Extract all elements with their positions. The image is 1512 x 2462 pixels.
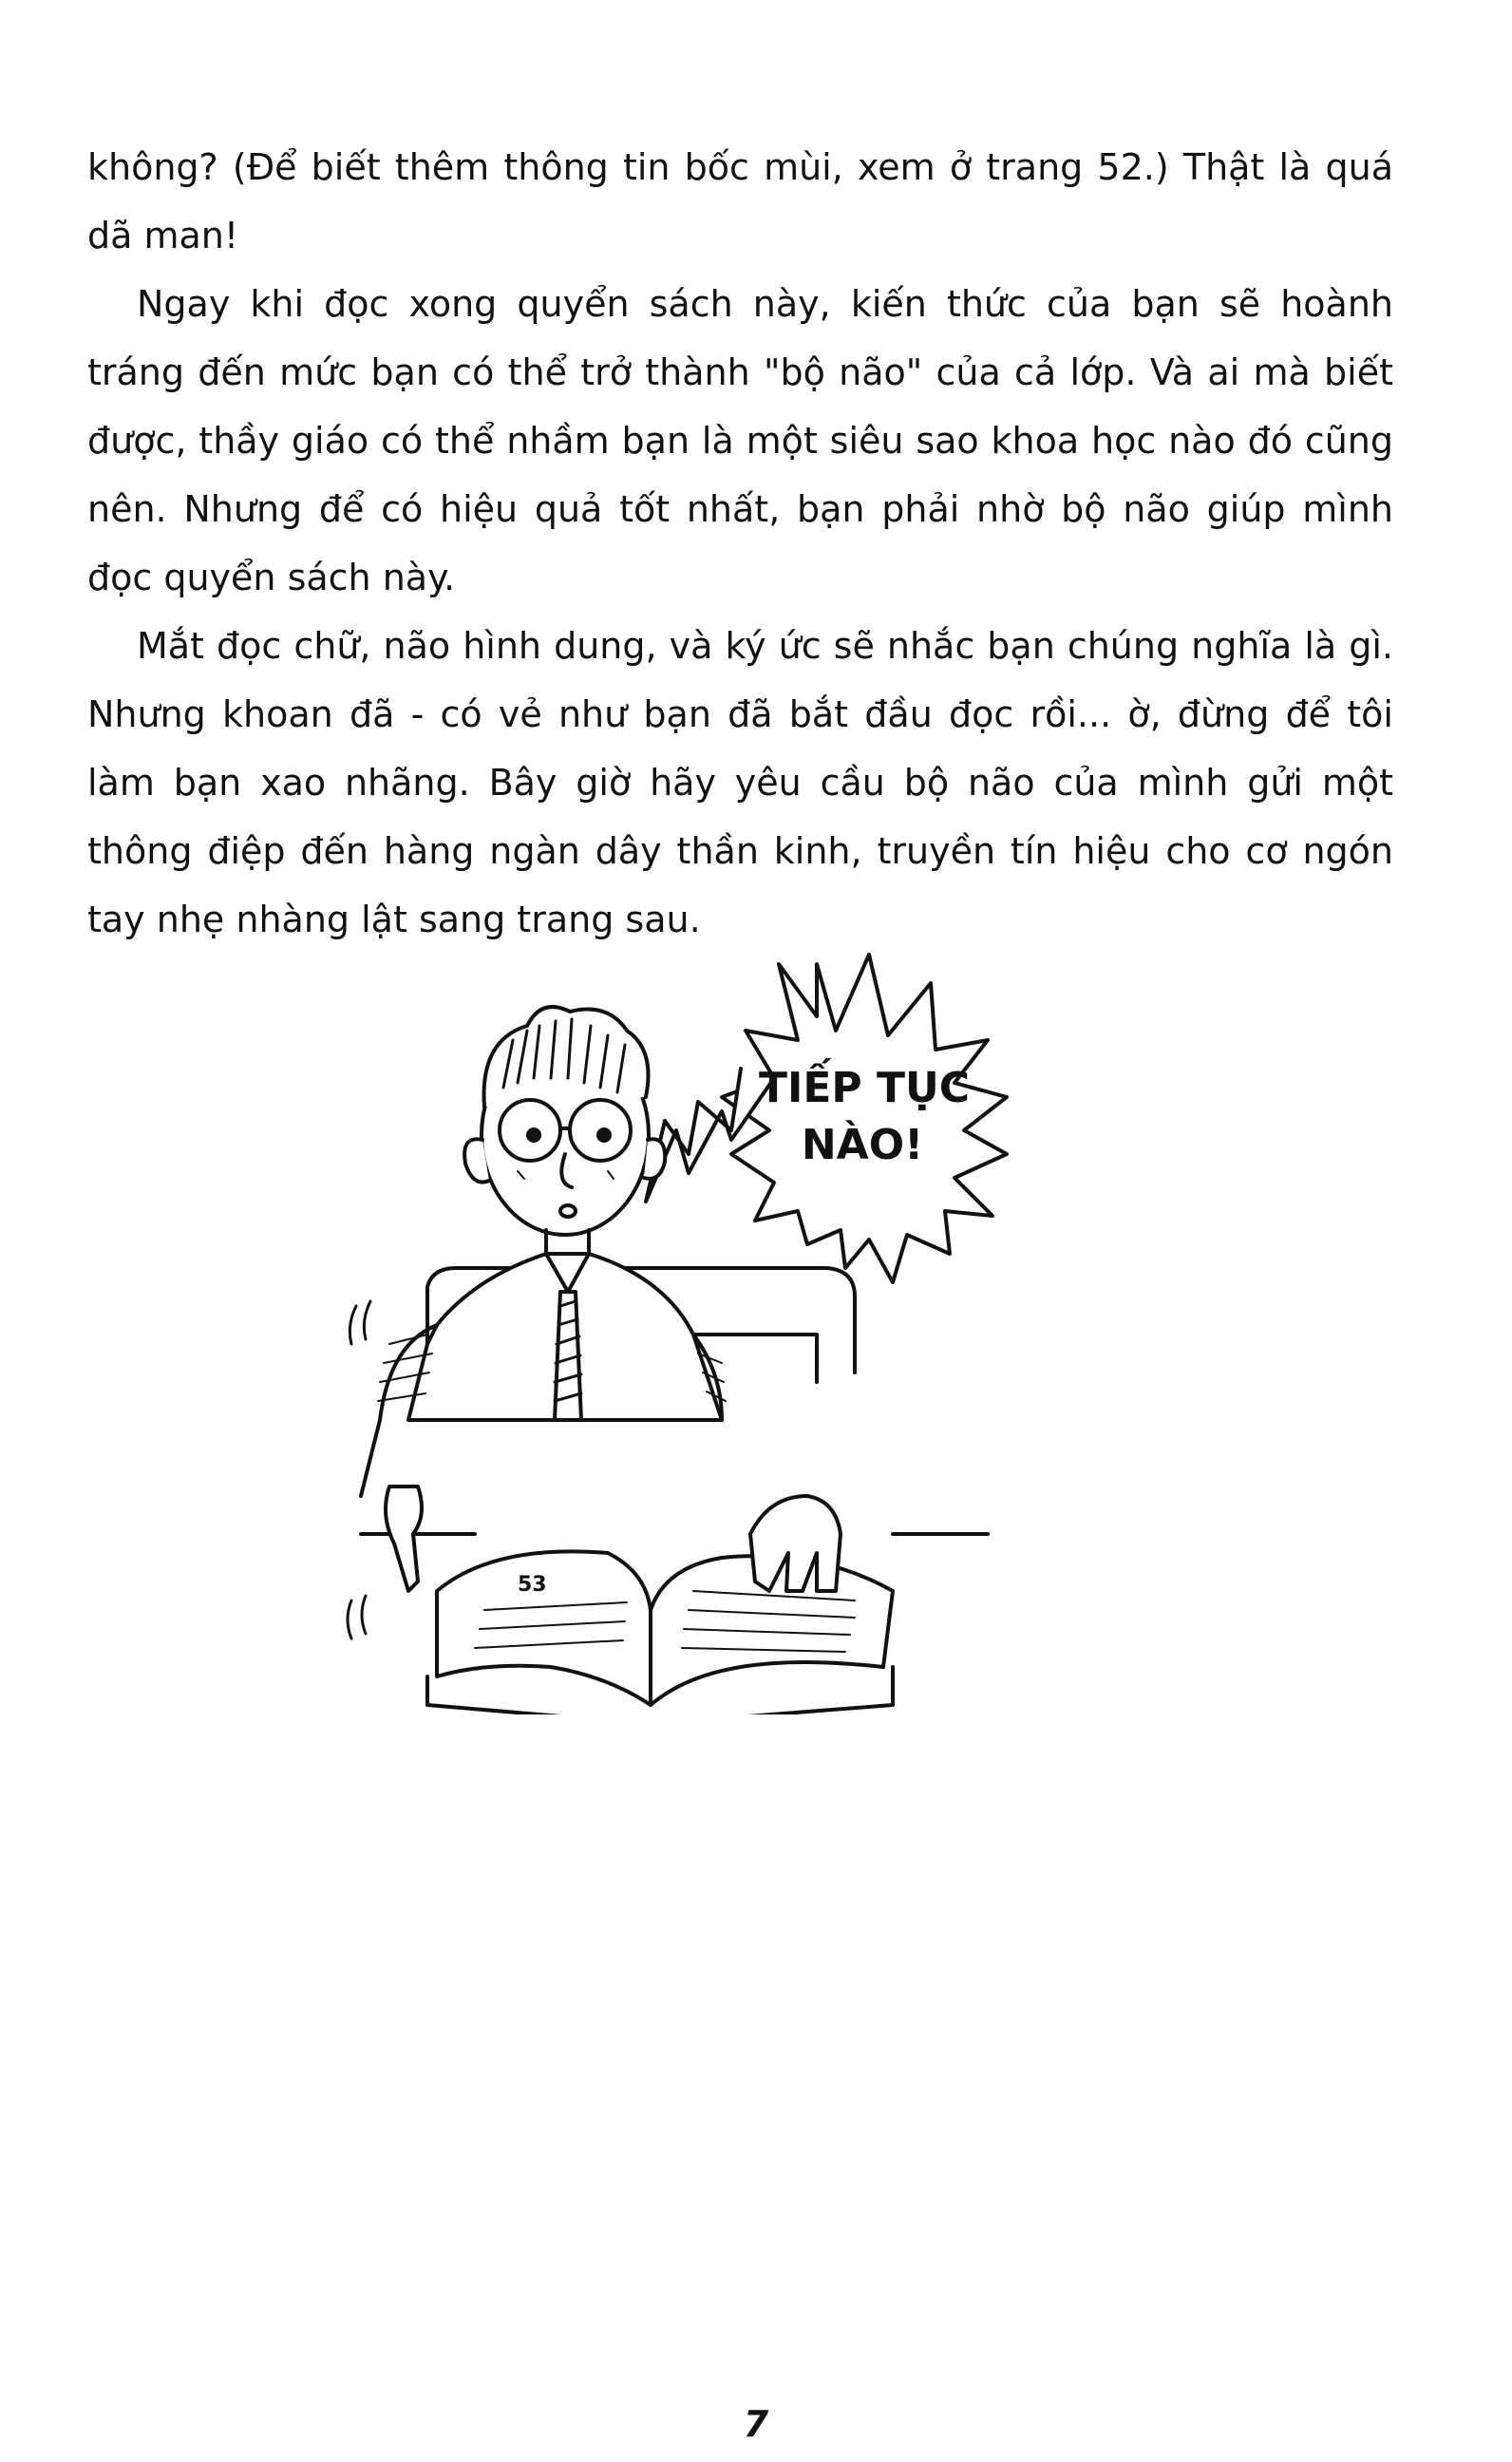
cartoon-illustration	[323, 926, 1159, 1714]
page-number: 7	[743, 2403, 769, 2445]
boy-head	[464, 1007, 665, 1254]
paragraph: Mắt đọc chữ, não hình dung, và ký ức sẽ nhắc bạn chúng nghĩa là gì. Nhưng khoan đã - có vẻ như bạn đã bắt đầu đọc rồi... ờ, đừng để tôi làm bạn xao nhãng. Bây giờ hãy yêu cầu bộ não của mình gửi một thông điệp đến hàng ngàn dây thần kinh, truyền tín hiệu cho cơ ngón tay nhẹ nhàng lật sang trang sau.	[87, 625, 1393, 940]
speech-bubble	[646, 955, 1007, 1282]
bubble-line-1: TIẾP TỤC	[758, 1064, 971, 1112]
bubble-line-2: NÀO!	[801, 1121, 924, 1169]
book-page-number: 53	[518, 1573, 547, 1597]
body-text	[87, 133, 1393, 954]
paragraph: Ngay khi đọc xong quyển sách này, kiến thức của bạn sẽ hoành tráng đến mức bạn có thể trở thành "bộ não" của cả lớp. Và ai mà biết được, thầy giáo có thể nhầm bạn là một siêu sao khoa học nào đó cũng nên. Nhưng để có hiệu quả tốt nhất, bạn phải nhờ bộ não giúp mình đọc quyển sách này.	[87, 283, 1393, 598]
paragraph-continued: không? (Để biết thêm thông tin bốc mùi, xem ở trang 52.) Thật là quá dã man!	[87, 146, 1393, 256]
